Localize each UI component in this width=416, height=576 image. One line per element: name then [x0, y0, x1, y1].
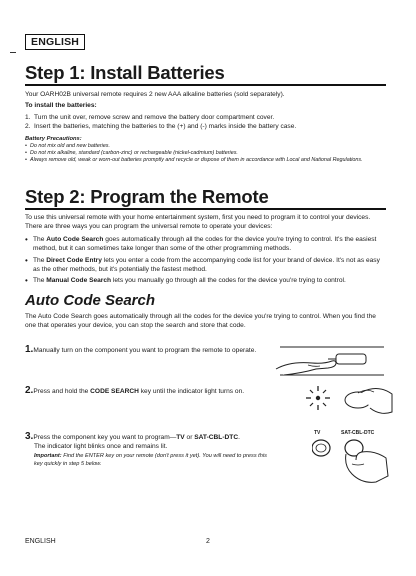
- important-note: Important: Find the ENTER key on your remote (don't press it yet). You will need to press this key quickly in step 5 below.: [34, 453, 267, 467]
- step1-intro: Your OARH02B universal remote requires 2 new AAA alkaline batteries (sold separately).: [25, 91, 285, 98]
- indicator-light-illustration: [300, 380, 396, 420]
- install-steps: [25, 113, 387, 132]
- precaution-item: • Do not mix old and new batteries.: [25, 143, 387, 150]
- step1-subhead: To install the batteries:: [25, 102, 97, 110]
- language-tag: ENGLISH: [25, 34, 85, 50]
- auto-step-2: 2.Press and hold the CODE SEARCH key until the indicator light turns on.: [25, 385, 245, 396]
- step1-body: [25, 90, 387, 165]
- step2-rule: [25, 208, 386, 210]
- step2-intro: To use this universal remote with your home entertainment system, first you need to program it to control your devices. There are three ways you can program the universal remote to operate your devices:: [25, 214, 371, 231]
- install-step: 1. Turn the unit over, remove screw and remove the battery door compartment cover.: [25, 113, 275, 121]
- precaution-item: • Do not mix alkaline, standard (carbon-zinc) or rechargeable (nickel-cadmium) batteries.: [25, 150, 387, 157]
- step1-title: Step 1: Install Batteries: [25, 62, 225, 83]
- install-step: 2. Insert the batteries, matching the batteries to the (+) and (-) marks inside the battery case.: [25, 123, 297, 131]
- method-item: • The Auto Code Search goes automatically through all the codes for the device you're trying to control. It's the easiest method, but it can sometimes take longer than some of the other programming methods.: [25, 235, 387, 254]
- power-on-illustration: [272, 341, 388, 383]
- auto-title: Auto Code Search: [25, 292, 156, 309]
- margin-mark: [10, 52, 16, 53]
- step1-rule: [25, 84, 386, 86]
- precaution-item: • Always remove old, weak or worn-out batteries promptly and recycle or dispose of them in accordance with Local and National Regulations.: [25, 157, 387, 164]
- step2-body: [25, 213, 387, 288]
- methods-list: [25, 235, 387, 286]
- precautions-head: Battery Precautions:: [25, 135, 82, 142]
- footer-language: ENGLISH: [25, 538, 56, 545]
- tv-key: [312, 440, 330, 456]
- method-item: • The Direct Code Entry lets you enter a code from the accompanying code list for your brand of device. It's not as easy as the other methods, but it's potentially the fastest method.: [25, 256, 387, 275]
- page-number: 2: [206, 538, 210, 545]
- precautions-list: [25, 143, 387, 165]
- auto-step-3: 3.Press the component key you want to program—TV or SAT-CBL-DTC. The indicator light blinks once and remains lit. Important: Find the ENTER key on your remote (don't press it yet). You will need to press this key quickly in step 5 below.: [25, 433, 275, 468]
- component-keys-illustration: [312, 430, 392, 490]
- tv-key-label: TV: [314, 430, 321, 436]
- auto-step-1: 1.Manually turn on the component you want to program the remote to operate.: [25, 344, 257, 355]
- auto-intro: The Auto Code Search goes automatically through all the codes for the device you're trying to control. When you find the one that operates your device, you can stop the search and store that code.: [25, 313, 376, 330]
- step2-title: Step 2: Program the Remote: [25, 186, 269, 207]
- method-item: • The Manual Code Search lets you manually go through all the codes for the device you're trying to control.: [25, 276, 387, 285]
- sat-key-label: SAT-CBL-DTC: [341, 430, 375, 436]
